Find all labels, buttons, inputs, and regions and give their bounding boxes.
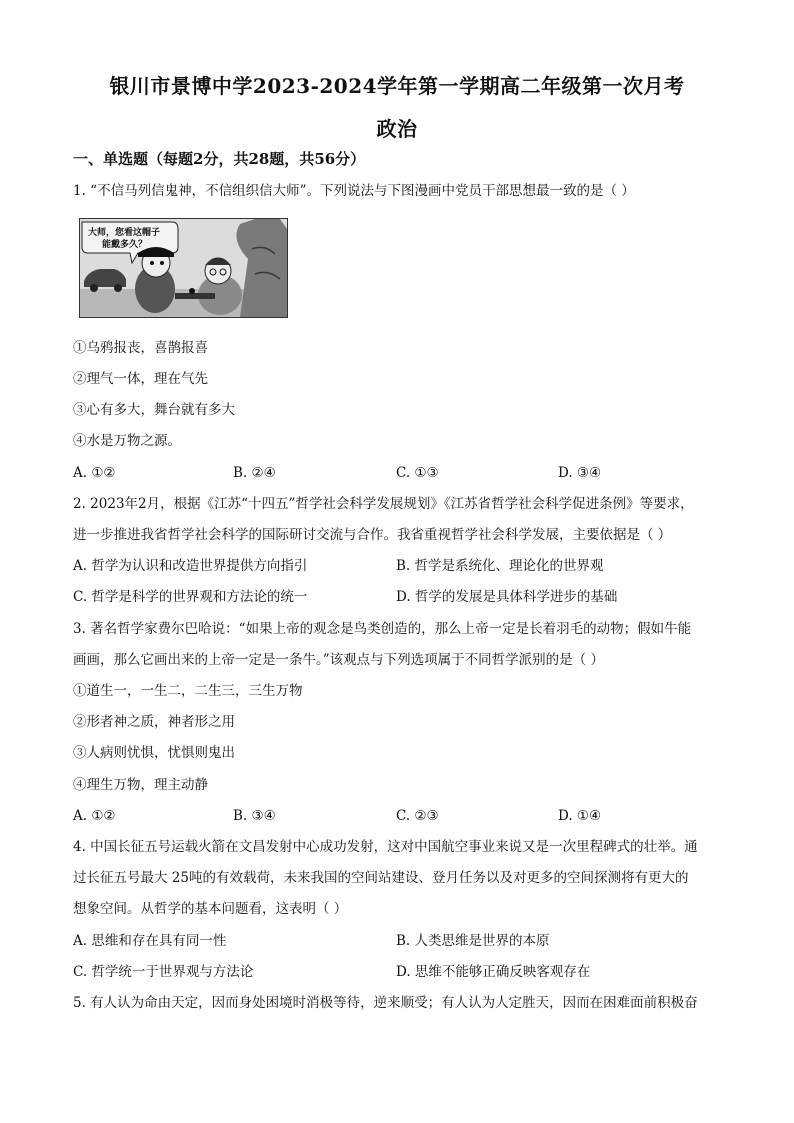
q4-option-b: B. 人类思维是世界的本原 xyxy=(396,933,550,949)
q3-line-2: 画画，那么它画出来的上帝一定是一条牛。”该观点与下列选项属于不同哲学派别的是（ ） xyxy=(73,652,604,668)
q1-cartoon-image xyxy=(79,218,288,318)
q1-option-b: B. ②④ xyxy=(233,465,276,481)
q1-item-1: ①乌鸦报丧，喜鹊报喜 xyxy=(73,340,208,356)
q4-line-3: 想象空间。从哲学的基本问题看，这表明（ ） xyxy=(73,901,348,917)
q4-option-c: C. 哲学统一于世界观与方法论 xyxy=(73,964,254,980)
cartoon-bubble-line2: 能戴多久？ xyxy=(102,240,148,250)
q2-option-c: C. 哲学是科学的世界观和方法论的统一 xyxy=(73,589,308,605)
q3-item-3: ③人病则忧惧，忧惧则鬼出 xyxy=(73,745,235,761)
q3-item-1: ①道生一，一生二，二生三，三生万物 xyxy=(73,683,303,699)
q1-stem: 1. “不信马列信鬼神，不信组织信大师”。下列说法与下图漫画中党员干部思想最一致的是（ ） xyxy=(73,183,635,199)
exam-title: 银川市景博中学2023-2024学年第一学期高二年级第一次月考 xyxy=(109,74,685,98)
q4-option-a: A. 思维和存在具有同一性 xyxy=(73,933,227,949)
q1-option-d: D. ③④ xyxy=(558,465,602,481)
q3-item-4: ④理生万物，理主动静 xyxy=(73,777,208,793)
cartoon-bubble-line1: 大师，您看这帽子 xyxy=(88,228,161,238)
q5-line-1: 5. 有人认为命由天定，因而身处困境时消极等待，逆来顺受；有人认为人定胜天，因而在困难面前积极奋 xyxy=(73,995,698,1011)
q1-option-c: C. ①③ xyxy=(396,465,439,481)
q2-option-d: D. 哲学的发展是具体科学进步的基础 xyxy=(396,589,618,605)
q2-option-b: B. 哲学是系统化、理论化的世界观 xyxy=(396,558,604,574)
q3-option-a: A. ①② xyxy=(73,808,116,824)
q3-line-1: 3. 著名哲学家费尔巴哈说：“如果上帝的观念是鸟类创造的，那么上帝一定是长着羽毛的动物；假如牛能 xyxy=(73,621,692,637)
q3-item-2: ②形者神之质，神者形之用 xyxy=(73,714,235,730)
q3-option-d: D. ①④ xyxy=(558,808,602,824)
q1-item-3: ③心有多大，舞台就有多大 xyxy=(73,402,235,418)
q3-option-c: C. ②③ xyxy=(396,808,439,824)
q4-line-1: 4. 中国长征五号运载火箭在文昌发射中心成功发射，这对中国航空事业来说又是一次里程碑式的壮举。通 xyxy=(73,839,698,855)
q1-item-2: ②理气一体，理在气先 xyxy=(73,371,208,387)
q3-option-b: B. ③④ xyxy=(233,808,276,824)
exam-subject: 政治 xyxy=(376,117,418,141)
q1-item-4: ④水是万物之源。 xyxy=(73,433,181,449)
section-heading: 一、单选题（每题2分，共28题，共56分） xyxy=(73,150,366,168)
q4-option-d: D. 思维不能够正确反映客观存在 xyxy=(396,964,591,980)
q4-line-2: 过长征五号最大 25吨的有效载荷，未来我国的空间站建设、登月任务以及对更多的空间探测将有更大的 xyxy=(73,870,689,886)
q1-option-a: A. ①② xyxy=(73,465,116,481)
q2-line-2: 进一步推进我省哲学社会科学的国际研讨交流与合作。我省重视哲学社会科学发展，主要依据是（ ） xyxy=(73,527,672,543)
q2-option-a: A. 哲学为认识和改造世界提供方向指引 xyxy=(73,558,308,574)
q2-line-1: 2. 2023年2月，根据《江苏“十四五”哲学社会科学发展规划》《江苏省哲学社会科学促进条例》等要求， xyxy=(73,496,694,512)
